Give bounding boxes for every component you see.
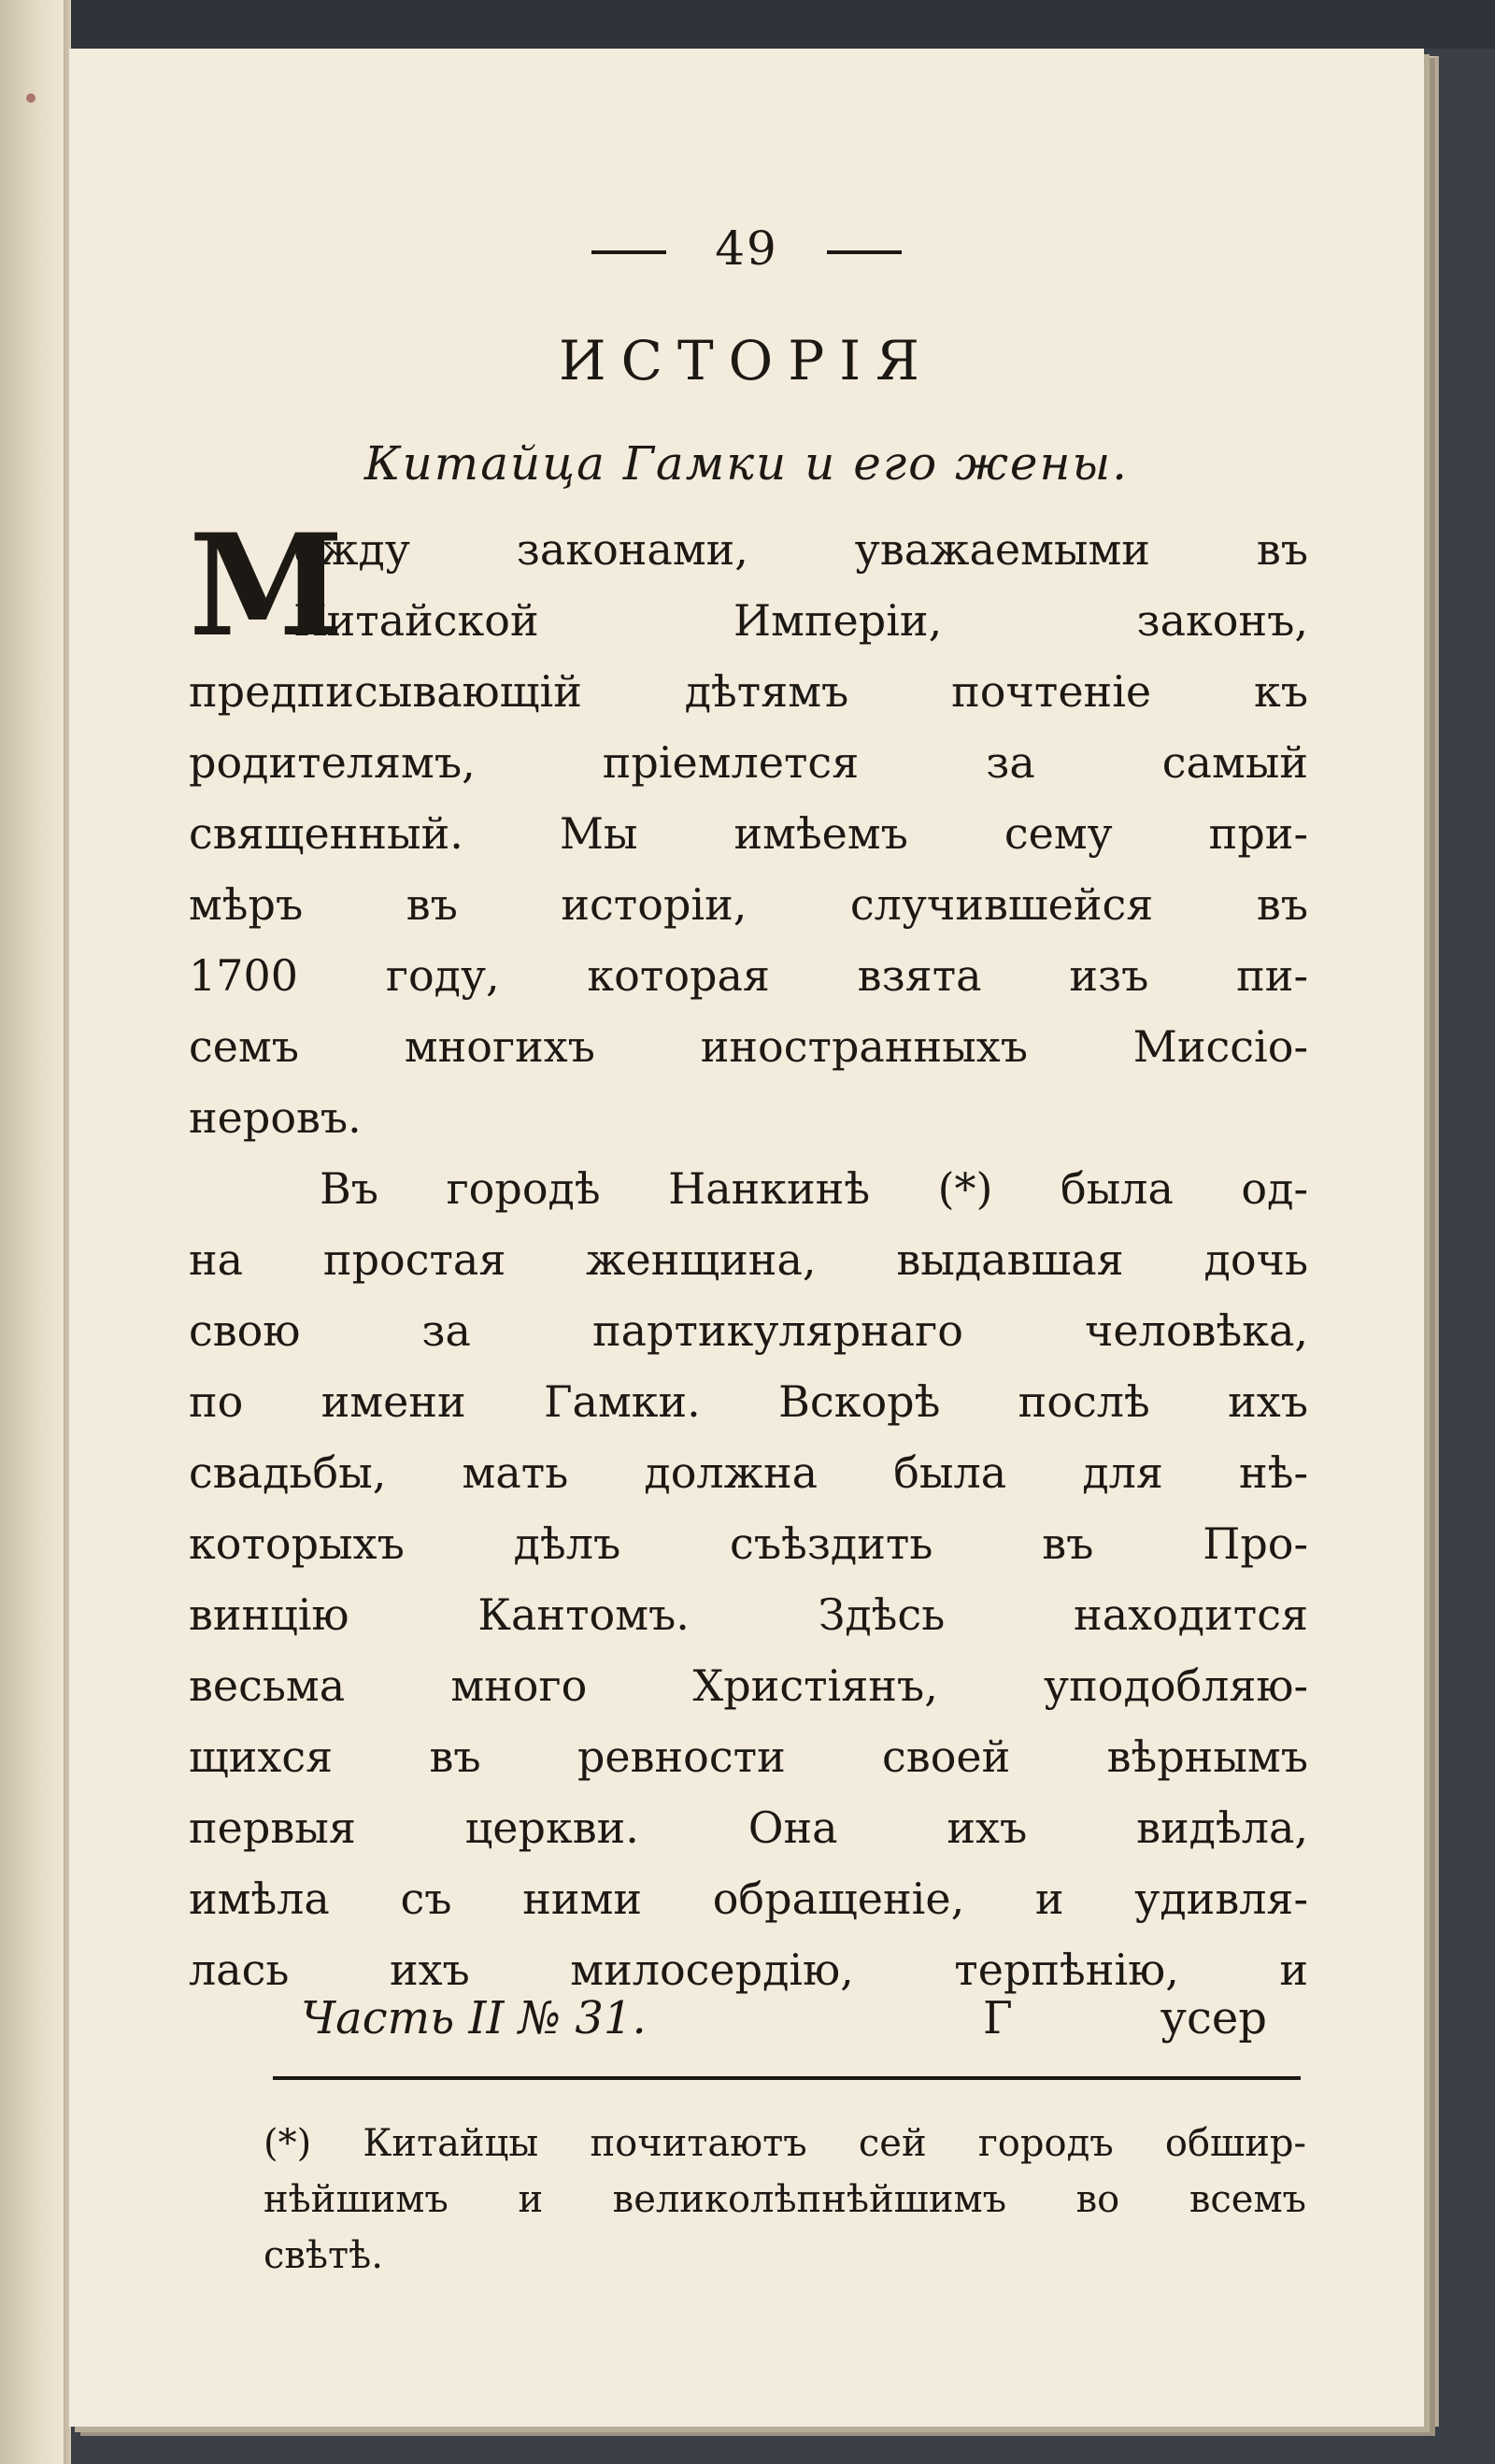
body-line: Китайской Имперіи, законъ, <box>293 595 1308 646</box>
body-line: первыя церкви. Она ихъ видѣла, <box>189 1802 1308 1853</box>
drop-cap: М <box>189 504 345 668</box>
page-number-header <box>69 221 1424 276</box>
body-line: Въ городѣ Нанкинѣ (*) была од- <box>320 1163 1308 1214</box>
body-line: семъ многихъ иностранныхъ Миссіо- <box>189 1021 1308 1072</box>
book-page <box>69 49 1424 2427</box>
body-line: лась ихъ милосердію, терпѣнію, и <box>189 1944 1308 1995</box>
page-stack-edge <box>1424 56 1439 2427</box>
signature-mark: Г <box>983 1992 1013 2044</box>
body-line: на простая женщина, выдавшая дочь <box>189 1234 1308 1285</box>
scan-background-top <box>0 0 1495 49</box>
body-line: мѣръ въ исторіи, случившейся въ <box>189 879 1308 930</box>
body-line: священный. Мы имѣемъ сему при- <box>189 808 1308 859</box>
story-title: ИСТОРІЯ <box>559 329 934 392</box>
page-content <box>69 49 1424 2427</box>
story-subtitle: Китайца Гамки и его жены. <box>363 436 1130 491</box>
body-line: неровъ. <box>189 1092 362 1143</box>
ink-spot <box>26 93 36 103</box>
body-line: ежду законами, уважаемыми въ <box>293 524 1308 575</box>
body-line: щихся въ ревности своей вѣрнымъ <box>189 1731 1308 1782</box>
header-dash-right <box>827 250 902 254</box>
previous-page-edge <box>0 0 65 2464</box>
body-line: свою за партикулярнаго человѣка, <box>189 1305 1308 1356</box>
footnote-line: нѣйшимъ и великолѣпнѣйшимъ во всемъ <box>263 2178 1306 2221</box>
body-line: родителямъ, пріемлется за самый <box>189 737 1308 788</box>
page-number: 49 <box>715 221 778 276</box>
header-dash-left <box>591 250 666 254</box>
body-line: предписывающій дѣтямъ почтеніе къ <box>189 666 1308 717</box>
catchword: усер <box>1160 1992 1267 2044</box>
footnote <box>263 2115 1306 2284</box>
body-line: свадьбы, мать должна была для нѣ- <box>189 1447 1308 1498</box>
body-line: 1700 году, которая взята изъ пи- <box>189 950 1308 1001</box>
body-line: весьма много Христіянъ, уподобляю- <box>189 1660 1308 1711</box>
body-line: по имени Гамки. Вскорѣ послѣ ихъ <box>189 1376 1308 1427</box>
body-text <box>189 504 1308 2005</box>
footnote-rule <box>273 2076 1301 2080</box>
footnote-line: (*) Китайцы почитаютъ сей городъ обшир- <box>263 2122 1306 2165</box>
footnote-line: свѣтѣ. <box>263 2234 384 2277</box>
body-line: имѣла съ ними обращеніе, и удивля- <box>189 1873 1308 1924</box>
body-line: винцію Кантомъ. Здѣсь находится <box>189 1589 1308 1640</box>
part-number: Часть II № 31. <box>301 1992 647 2044</box>
body-line: которыхъ дѣлъ съѣздить въ Про- <box>189 1518 1308 1569</box>
